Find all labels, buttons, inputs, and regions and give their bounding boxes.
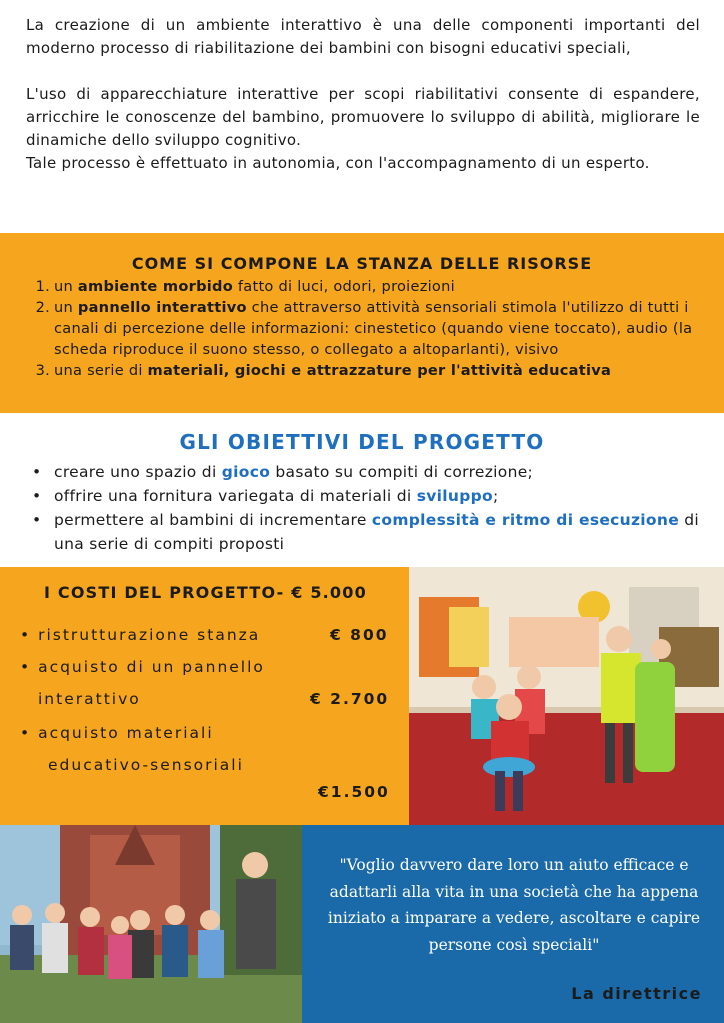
group-photo xyxy=(0,825,302,1023)
goals-title: GLI OBIETTIVI DEL PROGETTO xyxy=(179,430,545,454)
cost-item-materials: • acquisto materiali xyxy=(20,724,214,742)
bullet-icon: • xyxy=(32,511,42,529)
cost-item-panel-cont: interattivo xyxy=(38,690,141,708)
goals-list xyxy=(32,460,712,556)
costs-title: I COSTI DEL PROGETTO- € 5.000 xyxy=(44,583,367,602)
quote-author: La direttrice xyxy=(571,984,702,1003)
intro-paragraph-3: Tale processo è effettuato in autonomia, con l'accompagnamento di un esperto. xyxy=(26,154,650,172)
list-item: • offrire una fornitura variegata di materiali di sviluppo; xyxy=(32,484,712,508)
list-item: 3. una serie di materiali, giochi e attrazzature per l'attività educativa xyxy=(35,362,612,379)
components-list xyxy=(26,276,706,381)
intro-paragraph-2: L'uso di apparecchiature interattive per scopi riabilitativi consente di espandere, arricchire le conoscenze del bambino, promuovere lo sviluppo di abilità, migliorare le dinamiche dello sviluppo cognitivo. xyxy=(26,85,700,149)
list-item: 1. un ambiente morbido fatto di luci, odori, proiezioni xyxy=(35,278,455,295)
cost-item-materials-cont: educativo-sensoriali xyxy=(48,756,244,774)
list-item: 2. un pannello interattivo che attraverso attività sensoriali stimola l'utilizzo di tutti i canali di percezione delle informazioni: cinestetico (quando viene toccato), audio (la scheda riproduce il suono stesso, o collegato a altoparlanti), visivo xyxy=(35,299,693,358)
director-quote: "Voglio davvero dare loro un aiuto efficace e adattarli alla vita in una società che ha appena iniziato a imparare a vedere, ascoltare e capire persone così speciali" xyxy=(327,856,701,954)
list-item: • creare uno spazio di gioco basato su compiti di correzione; xyxy=(32,460,712,484)
price-panel: € 2.700 xyxy=(310,690,390,708)
cost-item-panel: • acquisto di un pannello xyxy=(20,658,265,676)
list-item: • permettere al bambini di incrementare complessità e ritmo di esecuzione di una serie di compiti proposti xyxy=(32,508,712,556)
cost-item-renovation: • ristrutturazione stanza xyxy=(20,626,261,644)
intro-section xyxy=(26,14,700,175)
intro-paragraph-1: La creazione di un ambiente interattivo è una delle componenti importanti del moderno processo di riabilitazione dei bambini con bisogni educativi speciali, xyxy=(26,16,700,57)
bullet-icon: • xyxy=(32,487,42,505)
components-title: COME SI COMPONE LA STANZA DELLE RISORSE xyxy=(131,254,593,273)
price-renovation: € 800 xyxy=(330,626,389,644)
bullet-icon: • xyxy=(32,463,42,481)
classroom-photo xyxy=(409,567,724,825)
price-materials: €1.500 xyxy=(318,783,390,801)
